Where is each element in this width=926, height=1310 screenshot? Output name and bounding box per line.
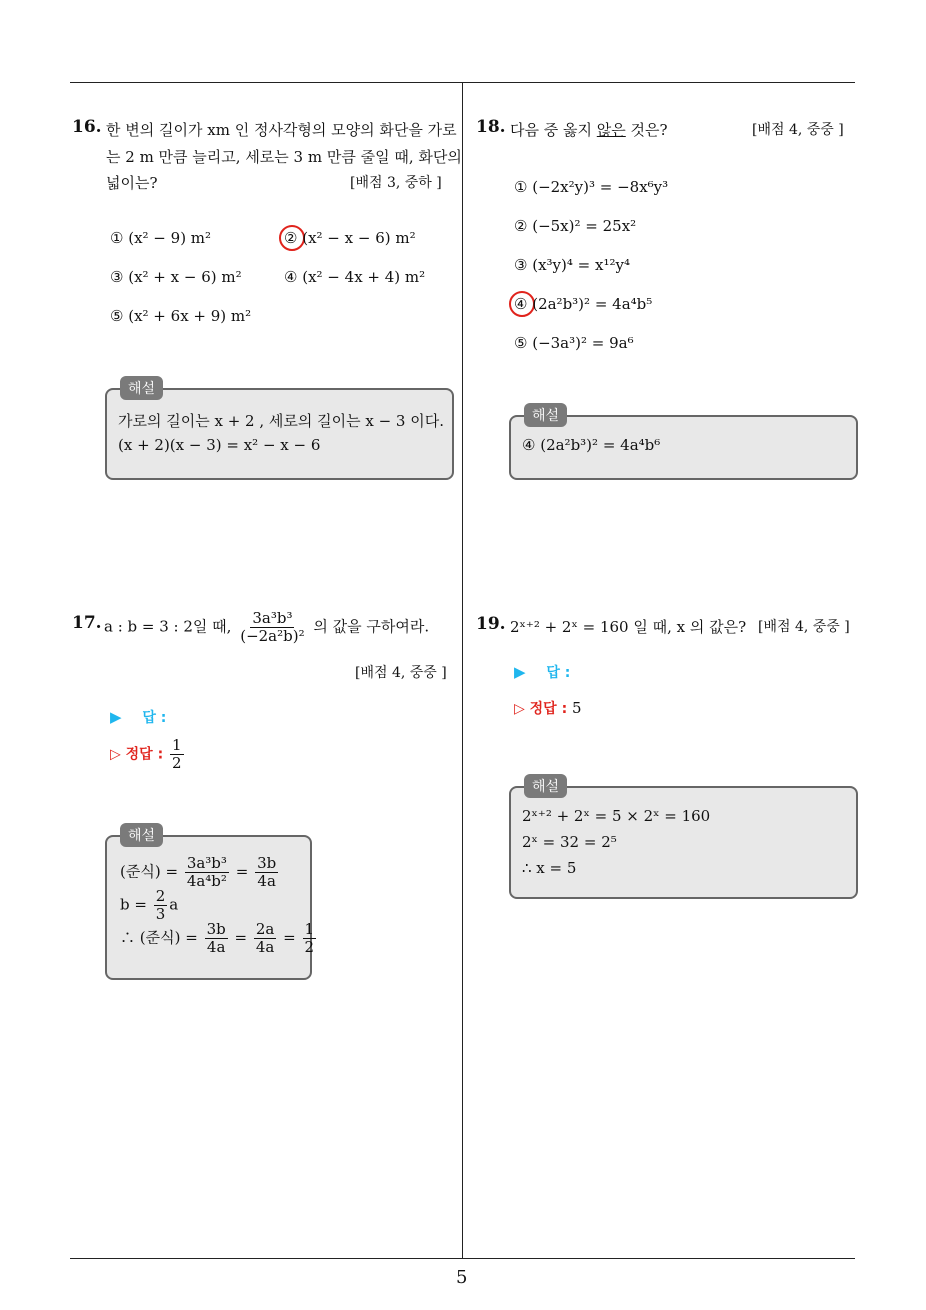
question-number: 17.	[72, 613, 102, 633]
score-label: [배점 3, 중하 ]	[350, 175, 442, 191]
explanation-line: (x + 2)(x − 3) = x² − x − 6	[118, 436, 321, 454]
explanation-fraction	[154, 888, 168, 923]
choice-3[interactable]: ③ (x² + x − 6) m²	[110, 268, 242, 286]
explanation-tag: 해설	[120, 376, 163, 400]
choice-1[interactable]: ① (x² − 9) m²	[110, 229, 212, 247]
choice-1[interactable]: ① (−2x²y)³ = −8x⁶y³	[514, 178, 669, 196]
fraction-denominator: 4a	[255, 938, 275, 956]
correct-answer-label: ▷ 정답 :	[514, 701, 568, 717]
fraction-denominator: 4a⁴b²	[186, 872, 227, 890]
correct-answer-fraction	[170, 737, 184, 772]
explanation-line: ④ (2a²b³)² = 4a⁴b⁶	[522, 436, 661, 454]
question-number: 18.	[476, 117, 506, 137]
explanation-line: 가로의 길이는 x + 2 , 세로의 길이는 x − 3 이다.	[118, 412, 444, 430]
fraction-numerator: 3a³b³	[252, 609, 293, 627]
question-text-line: 넓이는?	[106, 174, 158, 192]
question-text: 2ˣ⁺² + 2ˣ = 160 일 때, x 의 값은?	[510, 618, 747, 636]
question-text-part: 다음 중 옳지	[510, 121, 592, 139]
explanation-line: ∴ x = 5	[522, 859, 577, 877]
equals-sign: =	[235, 862, 249, 881]
column-divider	[462, 82, 463, 1259]
correct-answer-row	[110, 737, 186, 772]
explanation-line	[120, 888, 178, 923]
choice-2[interactable]: ② (x² − x − 6) m²	[284, 229, 416, 247]
question-text	[510, 119, 668, 140]
explanation-fraction	[205, 921, 228, 956]
explanation-line	[120, 921, 318, 956]
fraction-numerator: 3b	[257, 854, 277, 872]
choice-4[interactable]: ④ (x² − 4x + 4) m²	[284, 268, 426, 286]
answer-label: 답 :	[142, 710, 167, 726]
question-text-part: 것은?	[630, 121, 668, 139]
explanation-line: 2ˣ⁺² + 2ˣ = 5 × 2ˣ = 160	[522, 807, 711, 825]
answer-label: 답 :	[546, 665, 571, 681]
fraction-numerator: 1	[171, 736, 182, 754]
explanation-text: (준식) =	[120, 862, 179, 881]
explanation-fraction	[185, 855, 229, 890]
explanation-tag: 해설	[524, 774, 567, 798]
explanation-text: b =	[120, 895, 147, 914]
explanation-tag: 해설	[524, 403, 567, 427]
explanation-line	[120, 855, 280, 890]
question-fraction	[238, 610, 306, 645]
answer-row	[514, 662, 570, 682]
score-label: [배점 4, 중중 ]	[355, 665, 447, 681]
fraction-denominator: 2	[304, 938, 315, 956]
fraction-denominator: 3	[155, 905, 166, 923]
correct-answer-row	[514, 698, 582, 718]
question-suffix: 의 값을 구하여라.	[313, 617, 430, 636]
fraction-denominator: 2	[171, 754, 182, 772]
correct-answer-value: 5	[571, 699, 582, 717]
bottom-rule	[70, 1258, 855, 1259]
choice-3[interactable]: ③ (x³y)⁴ = x¹²y⁴	[514, 256, 630, 274]
explanation-box	[105, 388, 454, 480]
fraction-numerator: 1	[304, 920, 315, 938]
answer-row	[110, 707, 166, 727]
choice-2[interactable]: ② (−5x)² = 25x²	[514, 217, 637, 235]
fraction-numerator: 3b	[206, 920, 226, 938]
fraction-numerator: 2	[155, 887, 166, 905]
question-text-line: 한 변의 길이가 xm 인 정사각형의 모양의 화단을 가로	[106, 121, 457, 139]
explanation-fraction	[254, 921, 277, 956]
fraction-numerator: 2a	[255, 920, 275, 938]
question-prefix: a : b = 3 : 2일 때,	[104, 617, 232, 636]
explanation-variable: a	[169, 895, 179, 914]
fraction-numerator: 3a³b³	[186, 854, 227, 872]
question-text-emphasis: 않은	[596, 121, 626, 139]
explanation-fraction	[303, 921, 317, 956]
fraction-denominator: (−2a²b)²	[240, 627, 305, 645]
play-arrow-icon: ▶	[110, 708, 122, 726]
explanation-fraction	[255, 855, 278, 890]
score-label: [배점 4, 중중 ]	[758, 619, 850, 635]
choice-4[interactable]: ④ (2a²b³)² = 4a⁴b⁵	[514, 295, 653, 313]
question-number: 16.	[72, 117, 102, 137]
correct-answer-label: ▷ 정답 :	[110, 746, 164, 763]
equals-sign: =	[283, 928, 296, 947]
fraction-denominator: 4a	[206, 938, 226, 956]
fraction-denominator: 4a	[257, 872, 276, 890]
explanation-text: ∴ (준식) =	[120, 928, 198, 947]
score-label: [배점 4, 중중 ]	[752, 122, 844, 138]
choice-5[interactable]: ⑤ (x² + 6x + 9) m²	[110, 307, 252, 325]
explanation-tag: 해설	[120, 823, 163, 847]
equals-sign: =	[234, 928, 248, 947]
question-text	[104, 610, 429, 645]
question-text-line: 는 2 m 만큼 늘리고, 세로는 3 m 만큼 줄일 때, 화단의	[106, 148, 462, 166]
choice-5[interactable]: ⑤ (−3a³)² = 9a⁶	[514, 334, 634, 352]
explanation-line: 2ˣ = 32 = 2⁵	[522, 833, 617, 851]
page-number: 5	[456, 1267, 468, 1288]
play-arrow-icon: ▶	[514, 663, 526, 681]
question-number: 19.	[476, 614, 506, 634]
